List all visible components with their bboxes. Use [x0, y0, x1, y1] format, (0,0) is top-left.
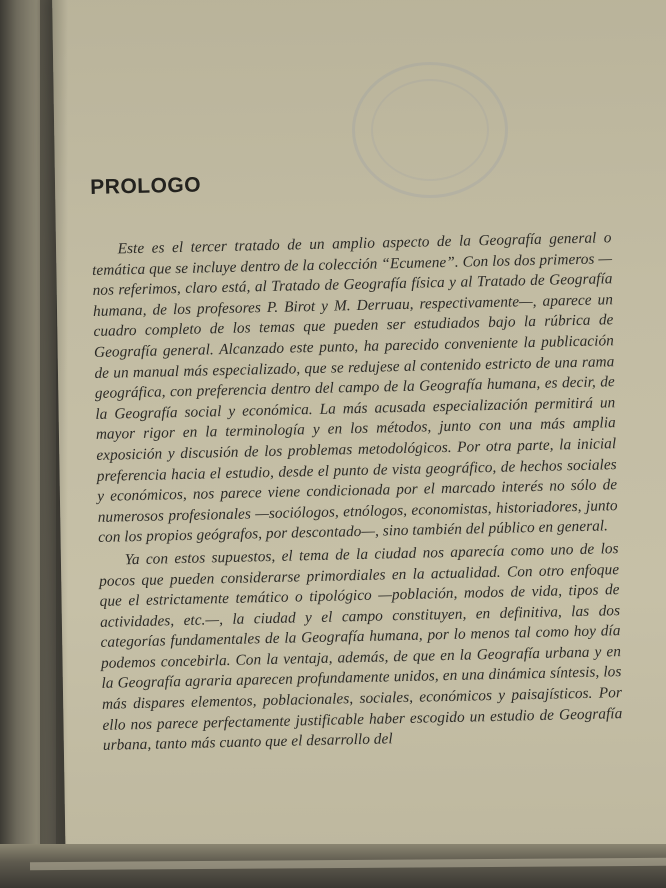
gutter-shadow — [40, 0, 68, 888]
paragraph-1: Este es el tercer tratado de un amplio aspecto de la Geografía general o temática que se incluye dentro de la colección “Ecumene”. Con los dos primeros —nos referimos, claro está, al Tratado de Geografía física y al Tratado de Geografía humana, de los profesores P. Birot y M. Derruau, respectivamente—, aparece un cuadro completo de los temas que pueden ser estudiados bajo la rúbrica de Geografía general. Alcanzado este punto, ha parecido conveniente la publicación de un manual más especializado, que se redujese al contenido estricto de una rama geográfica, con preferencia dentro del campo de la Geografía humana, es decir, de la Geografía social y económica. La más acusada especialización permitirá un mayor rigor en la terminología y en los métodos, junto con una más amplia exposición y discusión de los problemas metodológicos. Por otra parte, la inicial preferencia hacia el estudio, desde el punto de vista geográfico, de hechos sociales y económicos, nos parece viene condicionada por el marcado interés no sólo de numerosos profesionales —sociólogos, etnólogos, economistas, historiadores, junto con los propios geógrafos, por descontado—, sino también del público en general. — [91, 229, 618, 547]
page-title: PROLOGO — [90, 173, 202, 199]
paragraph-2: Ya con estos supuestos, el tema de la ciudad nos aparecía como uno de los pocos que pueden considerarse primordiales en la actualidad. Con otro enfoque que el estrictamente temático o tipológico —población, modos de vida, tipos de actividades, etc.—, la ciudad y el campo constituyen, en definitiva, las dos categorías fundamentales de la Geografía humana, por lo menos tal como hoy día podemos concebirla. Con la ventaja, además, de que en la Geografía urbana y en la Geografía agraria aparecen profundamente unidos, en una dinámica síntesis, los más dispares elementos, poblacionales, sociales, económicos y paisajísticos. Por ello nos parece perfectamente justificable haber escogido un estudio de Geografía urbana, tanto más cuanto que el desarrollo del — [98, 540, 623, 755]
page-text — [90, 164, 623, 756]
